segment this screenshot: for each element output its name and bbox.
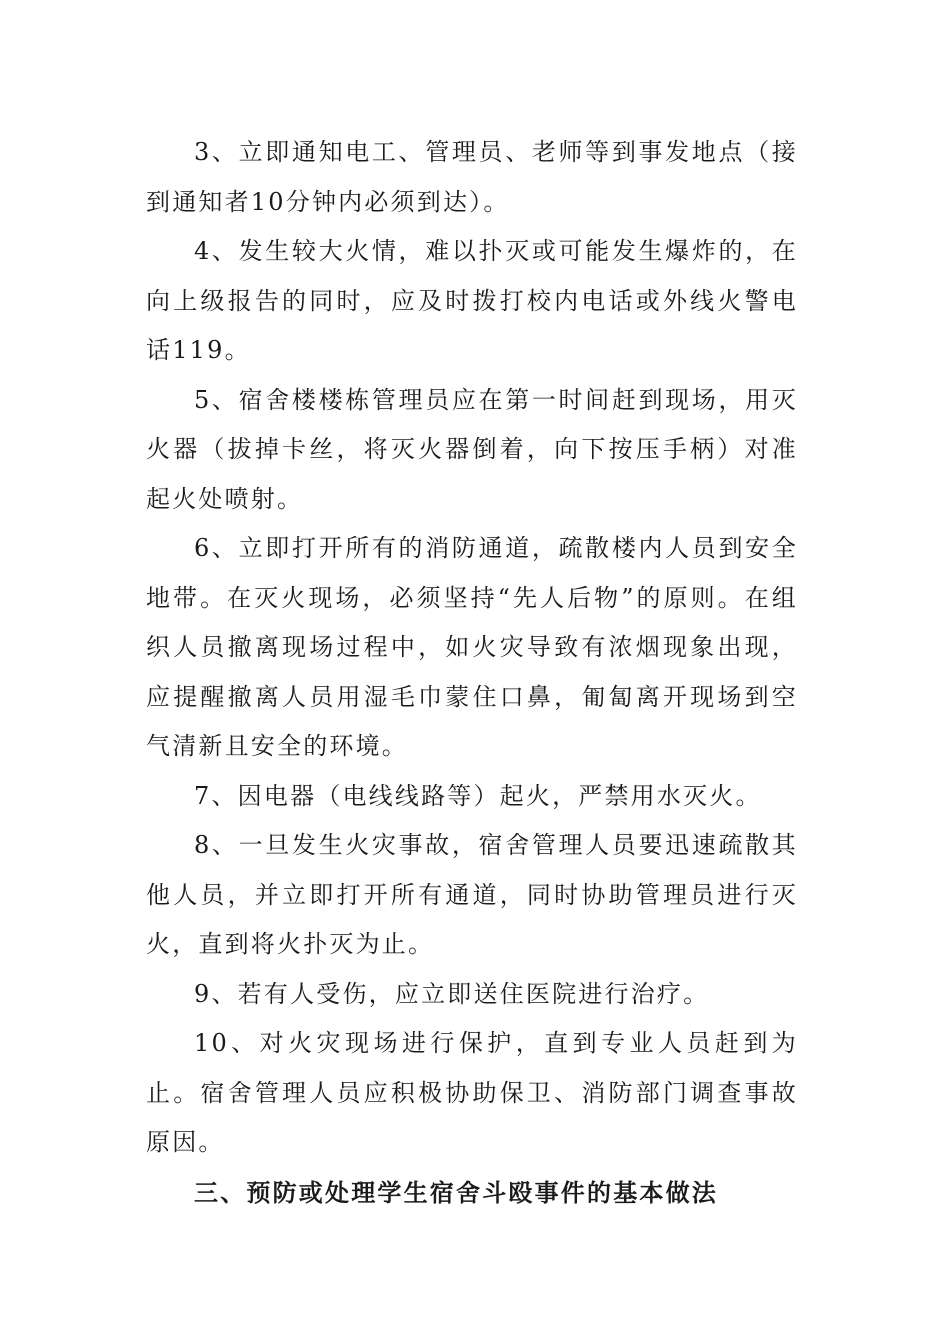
paragraph-item-3: 3、立即通知电工、管理员、老师等到事发地点（接到通知者10分钟内必须到达）。 (146, 138, 798, 216)
paragraph-item-5: 5、宿舍楼楼栋管理员应在第一时间赶到现场，用灭火器（拔掉卡丝，将灭火器倒着，向下按压手柄）对准起火处喷射。 (146, 385, 798, 513)
paragraph-item-7: 7、因电器（电线线路等）起火，严禁用水灭火。 (194, 781, 762, 810)
document-page (146, 128, 798, 1217)
paragraph-item-6: 6、立即打开所有的消防通道，疏散楼内人员到安全地带。在灭火现场，必须坚持“先人后物”的原则。在组织人员撤离现场过程中，如火灾导致有浓烟现象出现，应提醒撤离人员用湿毛巾蒙住口鼻，匍匐离开现场到空气清新且安全的环境。 (146, 534, 798, 760)
paragraph-item-9: 9、若有人受伤，应立即送住医院进行治疗。 (194, 979, 710, 1008)
section-heading: 三、预防或处理学生宿舍斗殴事件的基本做法 (194, 1177, 718, 1207)
paragraph-item-10: 10、对火灾现场进行保护，直到专业人员赶到为止。宿舍管理人员应积极协助保卫、消防部门调查事故原因。 (146, 1029, 798, 1156)
paragraph-item-4: 4、发生较大火情，难以扑灭或可能发生爆炸的，在向上级报告的同时，应及时拨打校内电话或外线火警电话119。 (146, 237, 798, 364)
paragraph-item-8: 8、一旦发生火灾事故，宿舍管理人员要迅速疏散其他人员，并立即打开所有通道，同时协助管理员进行灭火，直到将火扑灭为止。 (146, 831, 798, 958)
